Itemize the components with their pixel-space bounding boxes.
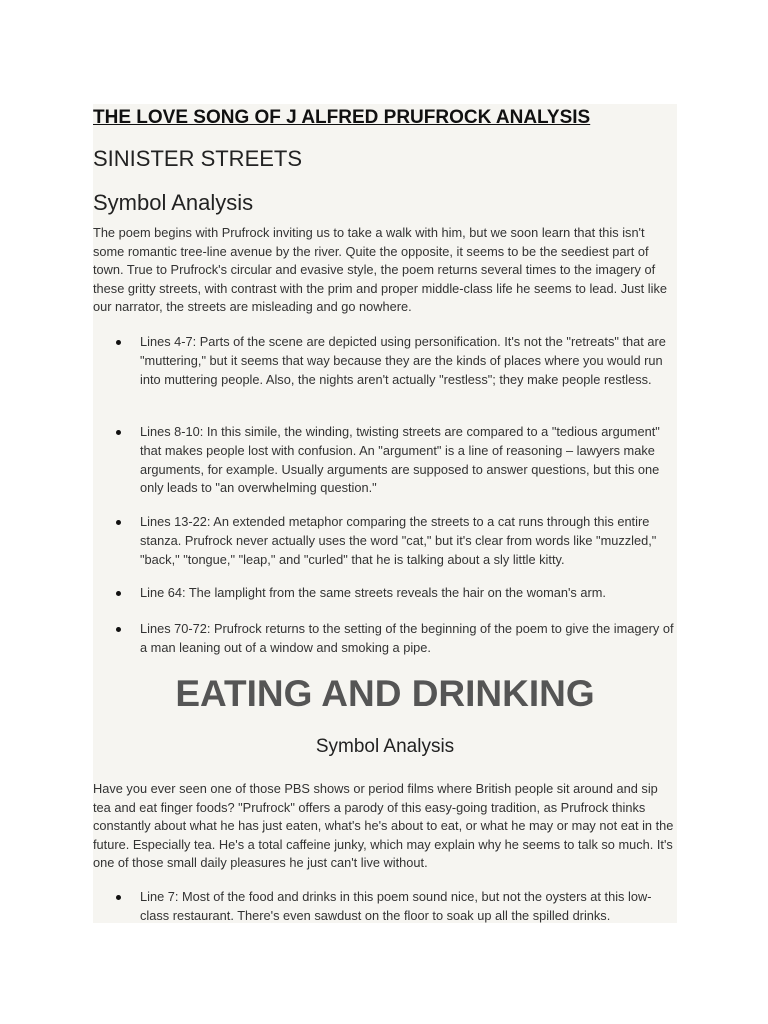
section-subheading-symbol-analysis: Symbol Analysis <box>93 190 254 215</box>
list-item <box>140 333 677 389</box>
bullet-icon <box>116 520 121 525</box>
document-title: THE LOVE SONG OF J ALFRED PRUFROCK ANALYSIS <box>93 107 591 128</box>
bullet-icon <box>116 340 121 345</box>
section-subheading-symbol-analysis: Symbol Analysis <box>315 736 455 757</box>
list-item-text: Line 64: The lamplight from the same streets reveals the hair on the woman's arm. <box>140 585 606 600</box>
list-item <box>140 513 677 569</box>
list-item-text: Line 7: Most of the food and drinks in this poem sound nice, but not the oysters at this low-class restaurant. There's even sawdust on the floor to soak up all the spilled drinks. <box>140 889 652 923</box>
list-item <box>140 584 677 603</box>
section-intro-paragraph: The poem begins with Prufrock inviting us to take a walk with him, but we soon learn that this isn't some romantic tree-line avenue by the river. Quite the opposite, it seems to be the seediest part of town. True to Prufrock's circular and evasive style, the poem returns several times to the imagery of these gritty streets, with contrast with the prim and proper middle-class life he seems to lead. Just like our narrator, the streets are misleading and go nowhere. <box>93 225 667 314</box>
section-intro-paragraph: Have you ever seen one of those PBS shows or period films where British people sit around and sip tea and eat finger foods? "Prufrock" offers a parody of this easy-going tradition, as Prufrock thinks constantly about what he has just eaten, what's he's about to eat, or what he may or may not eat in the future. Especially tea. He's a total caffeine junky, which may explain why he seems to talk so much. It's one of those small daily pleasures he just can't live without. <box>93 781 674 870</box>
bullet-icon <box>116 895 121 900</box>
list-item-text: Lines 13-22: An extended metaphor comparing the streets to a cat runs through this entire stanza. Prufrock never actually uses the word "cat," but it's clear from words like "muzzled," "back," "tongue," "leap," and "curled" that he is talking about a sly little kitty. <box>140 514 657 567</box>
bullet-icon <box>116 591 121 596</box>
list-item-text: Lines 70-72: Prufrock returns to the setting of the beginning of the poem to give the imagery of a man leaning out of a window and smoking a pipe. <box>140 621 674 655</box>
bullet-icon <box>116 627 121 632</box>
list-item-text: Lines 4-7: Parts of the scene are depicted using personification. It's not the "retreats" that are "muttering," but it seems that way because they are the kinds of places where you would run into muttering people. Also, the nights aren't actually "restless"; they make people restless. <box>140 334 666 387</box>
list-item <box>140 888 677 926</box>
bullet-icon <box>116 430 121 435</box>
section-heading-sinister-streets: SINISTER STREETS <box>93 146 303 171</box>
list-item <box>140 620 677 658</box>
section-heading-eating-and-drinking: EATING AND DRINKING <box>175 673 595 714</box>
list-item-text: Lines 8-10: In this simile, the winding, twisting streets are compared to a "tedious argument" that makes people lost with confusion. An "argument" is a line of reasoning – lawyers make arguments, for example. Usually arguments are supposed to answer questions, but this one only leads to "an overwhelming question." <box>140 424 660 496</box>
list-item <box>140 423 677 498</box>
